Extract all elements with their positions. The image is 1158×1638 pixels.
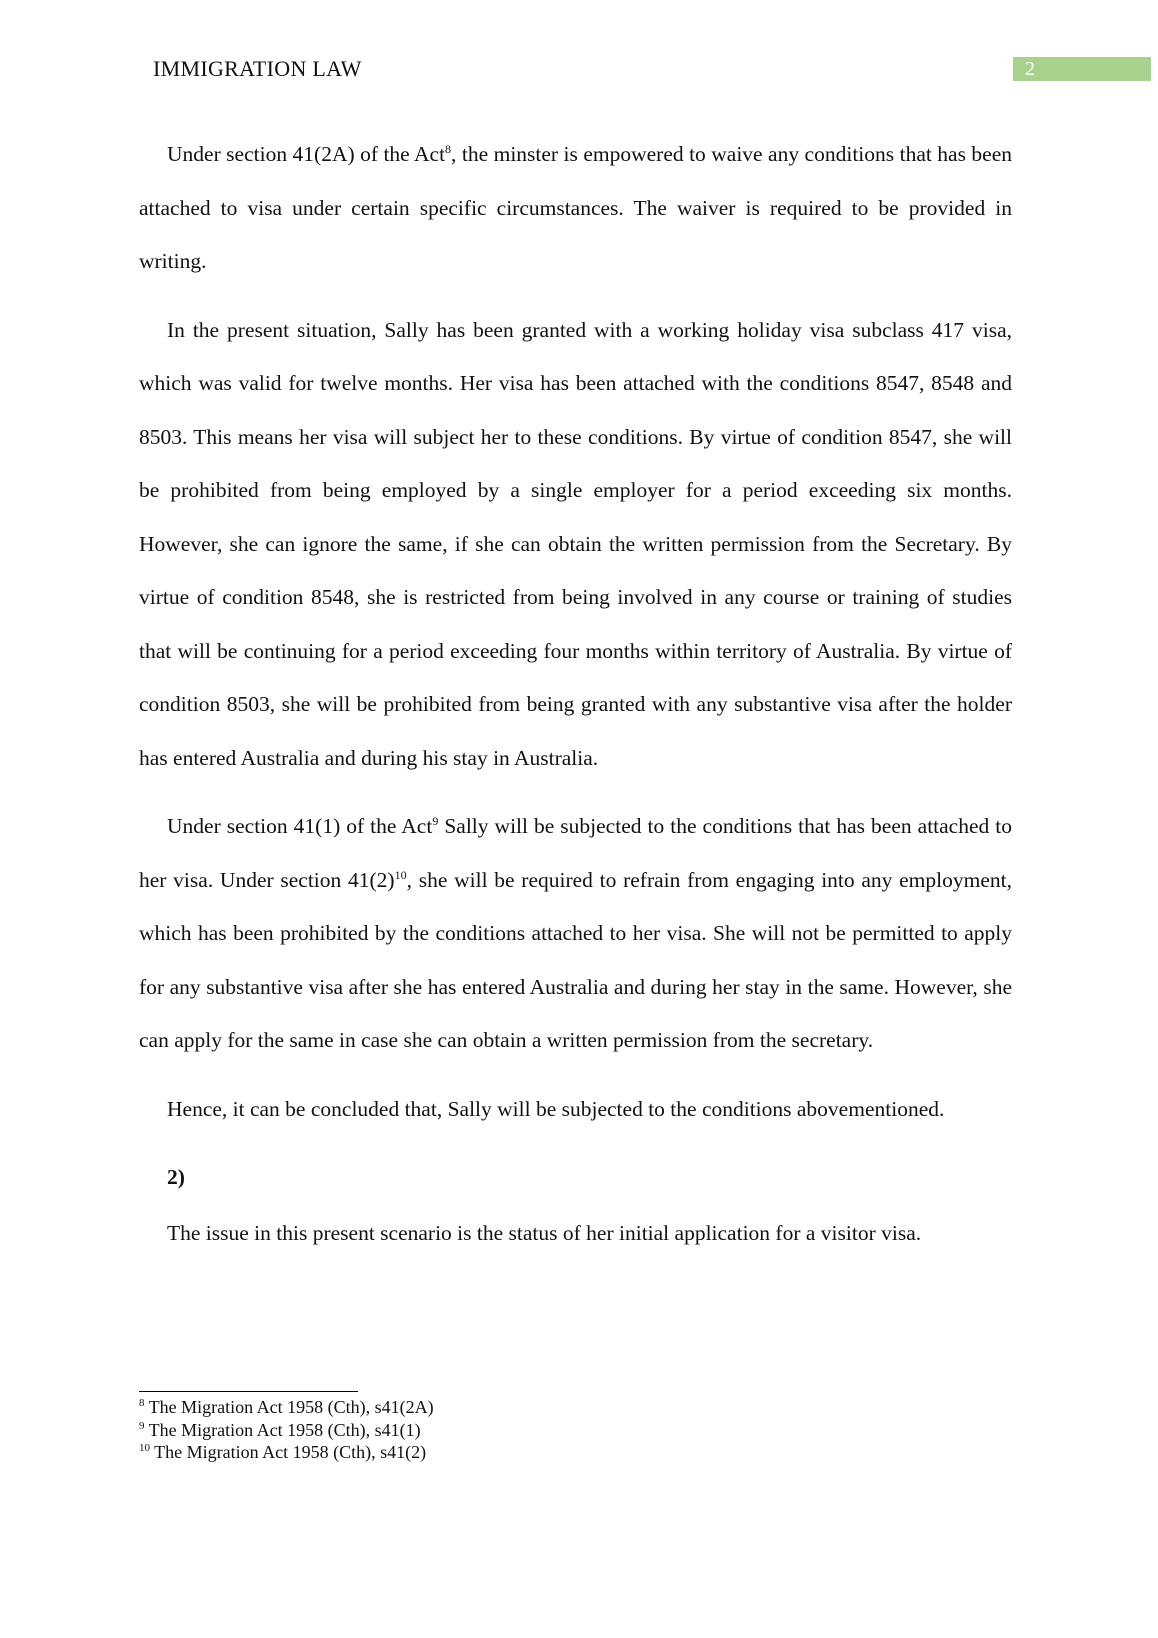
footnote-separator — [139, 1391, 358, 1392]
footnote-number: 10 — [139, 1442, 150, 1454]
footnote-number: 9 — [139, 1419, 145, 1432]
running-header-title: IMMIGRATION LAW — [153, 56, 362, 81]
page-number-badge: 2 — [1013, 57, 1151, 81]
footnote-reference[interactable]: 8 — [445, 141, 452, 156]
footnote-text: The Migration Act 1958 (Cth), s41(1) — [144, 1419, 421, 1440]
section-heading: 2) — [167, 1165, 185, 1189]
paragraph-issue — [139, 1207, 1012, 1261]
paragraph-section-41 — [139, 800, 1012, 1068]
paragraph-conclusion — [139, 1083, 1012, 1137]
paragraph-text: , she will be required to refrain from engaging into any employment, which has been prohibited by the conditions attached to her visa. She will not be permitted to apply for any substantive visa after she has entered Australia and during her stay in the same. However, she can apply for the same in case she can obtain a written permission from the secretary. — [139, 867, 1012, 1052]
footnote-item — [139, 1419, 434, 1442]
footnote-text: The Migration Act 1958 (Cth), s41(2A) — [144, 1397, 434, 1417]
paragraph-text: Under section 41(2A) of the Act — [167, 142, 446, 166]
footnote-reference[interactable]: 10 — [394, 867, 407, 882]
paragraph-text: The issue in this present scenario is the status of her initial application for a visitor visa. — [167, 1220, 922, 1245]
paragraph-text: Under section 41(1) of the Act — [167, 814, 433, 838]
paragraph-text: In the present situation, Sally has been granted with a working holiday visa subclass 417 visa, which was valid for twelve months. Her visa has been attached with the conditions 8547, 8548 and 8503. This means her visa will subject her to these conditions. By virtue of condition 8547, she will be prohibited from being employed by a single employer for a period exceeding six months. However, she can ignore the same, if she can obtain the written permission from the Secretary. By virtue of condition 8548, she is restricted from being involved in any course or training of studies that will be continuing for a period exceeding four months within territory of Australia. By virtue of condition 8503, she will be prohibited from being granted with any substantive visa after the holder has entered Australia and during his stay in Australia. — [139, 317, 1012, 770]
paragraph-situation — [139, 304, 1012, 786]
footnote-item — [139, 1441, 434, 1464]
paragraph-waiver — [139, 128, 1012, 289]
footnote-reference[interactable]: 9 — [432, 813, 439, 828]
footnotes-section — [139, 1396, 434, 1464]
document-body — [139, 128, 1012, 1275]
paragraph-text: Sally will be subjected to the conditions that has been attached to her visa. Under section 41(2) — [139, 814, 1013, 892]
paragraph-text: Hence, it can be concluded that, Sally will be subjected to the conditions abovementioned. — [167, 1096, 945, 1121]
footnote-item — [139, 1396, 434, 1419]
paragraph-text: , the minster is empowered to waive any conditions that has been attached to visa under certain specific circumstances. The waiver is required to be provided in writing. — [139, 142, 1012, 273]
footnote-number: 8 — [139, 1397, 145, 1409]
footnote-text: The Migration Act 1958 (Cth), s41(2) — [150, 1442, 427, 1462]
